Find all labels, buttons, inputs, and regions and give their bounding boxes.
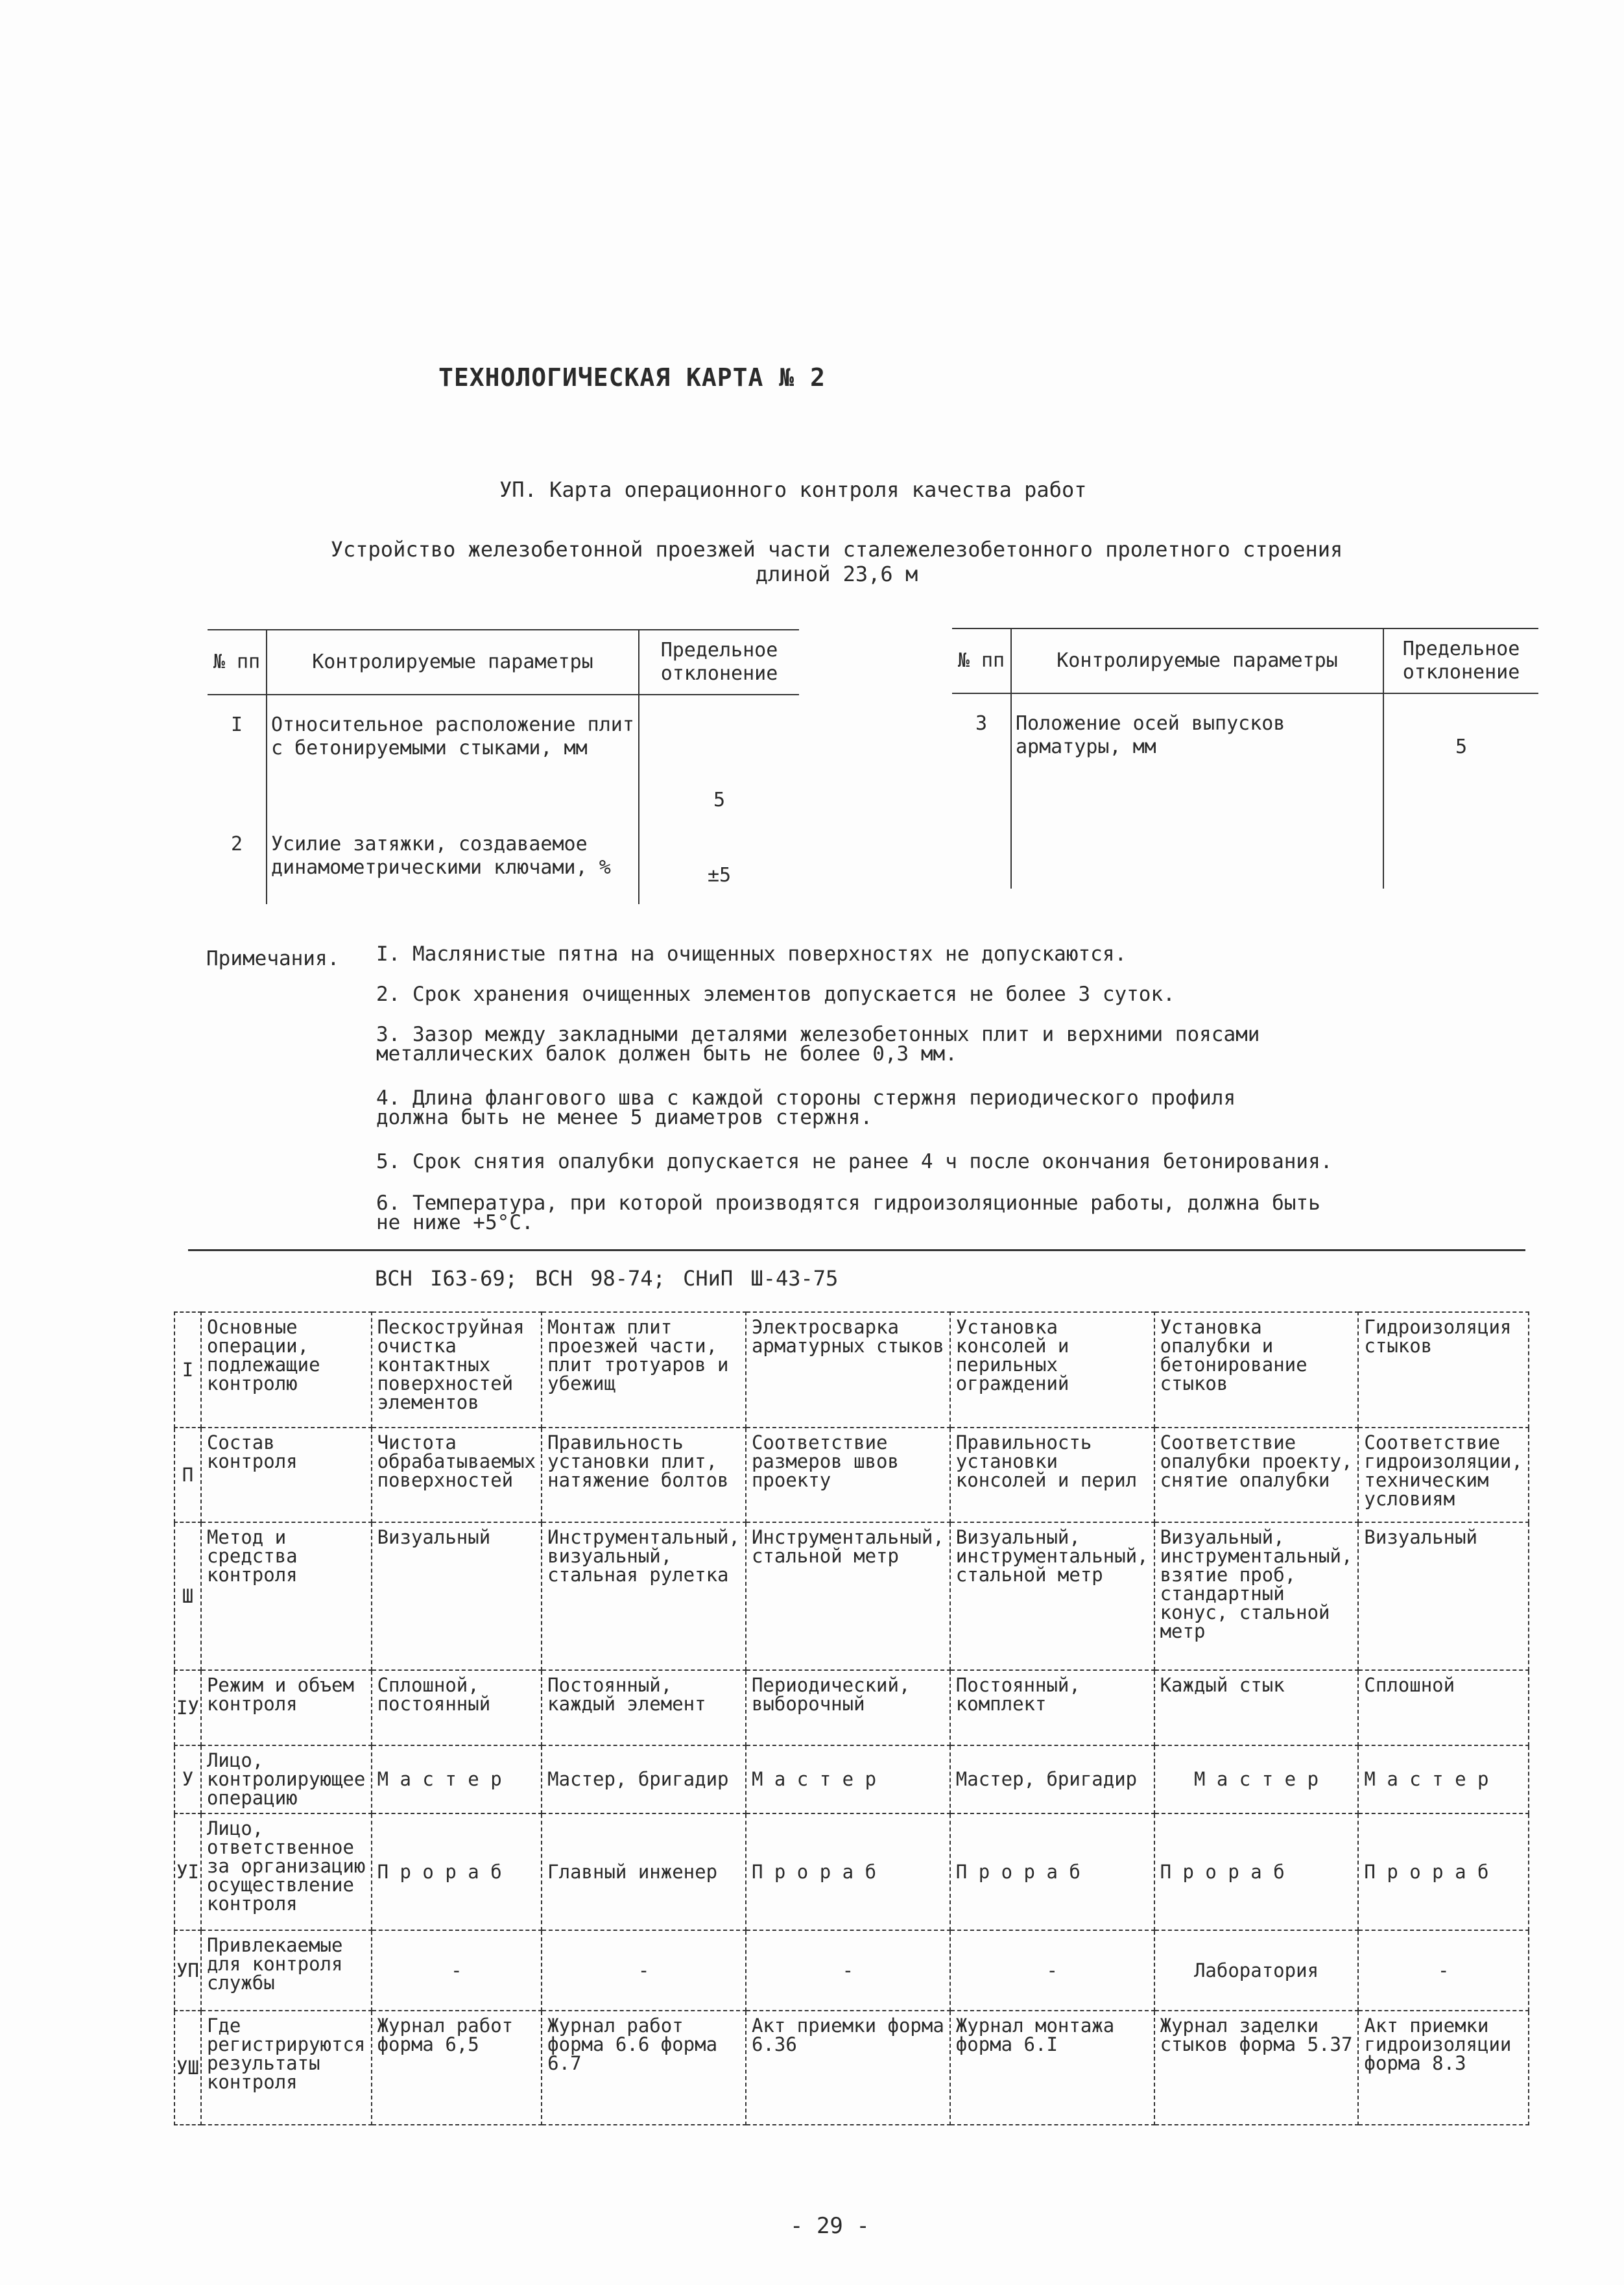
table-cell: Визуальный [1358,1522,1529,1670]
table-cell: Гидроизоляция стыков [1358,1312,1529,1428]
table-cell: Журнал монтажа форма 6.I [950,2011,1154,2125]
table-row [208,817,799,904]
note-item: I. Маслянистые пятна на очищенных поверхностях не допускаются. [376,942,1127,966]
row-param: Усилие затяжки, создаваемое динамометрическими ключами, % [267,817,639,904]
row-label: Метод и средства контроля [201,1522,372,1670]
table-cell: Электросварка арматурных стыков [746,1312,950,1428]
table-cell: Установка консолей и перильных ограждений [950,1312,1154,1428]
table-cell: - [950,1930,1154,2011]
table-cell: П р о р а б [372,1813,542,1930]
table-cell: Периодический, выборочный [746,1670,950,1745]
table-cell: Соответствие гидроизоляции, техническим условиям [1358,1428,1529,1522]
table-row [174,1813,1529,1930]
table-cell: - [746,1930,950,2011]
row-label: Режим и объем контроля [201,1670,372,1745]
parameters-table-right [952,628,1538,889]
col-dev-header: Предельное отклонение [1383,628,1538,693]
notes-label: Примечания. [206,947,340,970]
table-cell: Главный инженер [542,1813,746,1930]
table-row [174,1312,1529,1428]
table-cell: М а с т е р [1154,1745,1359,1813]
divider [188,1249,1525,1251]
note-item: 4. Длина флангового шва с каждой стороны стержня периодического профиля должна быть не менее 5 диаметров стержня. [376,1086,1236,1129]
table-cell: Чистота обрабатываемых поверхностей [372,1428,542,1522]
table-row [174,1930,1529,2011]
table-cell: Визуальный, инструментальный, взятие проб, стандартный конус, стальной метр [1154,1522,1359,1670]
table-cell: Сплошной, постоянный [372,1670,542,1745]
table-cell: - [542,1930,746,2011]
table-cell: - [372,1930,542,2011]
row-num: I [230,713,243,736]
page-number: - 29 - [790,2213,870,2239]
row-num: I [174,1312,201,1428]
row-num: Ш [174,1522,201,1670]
normative-references: ВСН I63-69; ВСН 98-74; СНиП Ш-43-75 [375,1266,839,1291]
row-label: Привлекаемые для контроля службы [201,1930,372,2011]
note-item: 3. Зазор между закладными деталями железобетонных плит и верхними поясами металлических балок должен быть не более 0,3 мм. [376,1023,1260,1066]
row-dev: 5 [639,695,799,817]
table-row [208,695,799,817]
table-row [174,2011,1529,2125]
table-cell: П р о р а б [1154,1813,1359,1930]
table-row [952,693,1538,889]
table-cell: Сплошной [1358,1670,1529,1745]
row-label: Основные операции, подлежащие контролю [201,1312,372,1428]
row-label: Где регистрируются результаты контроля [201,2011,372,2125]
row-num: IУ [174,1670,201,1745]
row-num: УI [174,1813,201,1930]
col-num-header: № пп [952,628,1011,693]
note-item: 5. Срок снятия опалубки допускается не ранее 4 ч после окончания бетонирования. [376,1150,1333,1173]
table-cell: П р о р а б [746,1813,950,1930]
parameters-table-left [208,629,799,904]
row-param: Положение осей выпусков арматуры, мм [1011,693,1383,889]
table-cell: Мастер, бригадир [950,1745,1154,1813]
section-heading: УП. Карта операционного контроля качества работ [499,477,1087,502]
table-cell: Мастер, бригадир [542,1745,746,1813]
control-card-table [174,1311,1529,2125]
row-label: Лицо, ответственное за организацию осуществление контроля [201,1813,372,1930]
row-num: УШ [174,2011,201,2125]
row-param: Относительное расположение плит с бетонируемыми стыками, мм [267,695,639,817]
table-cell: Визуальный, инструментальный, стальной метр [950,1522,1154,1670]
table-cell: Акт приемки гидроизоляции форма 8.3 [1358,2011,1529,2125]
table-cell: Инструментальный, визуальный, стальная рулетка [542,1522,746,1670]
page-title: ТЕХНОЛОГИЧЕСКАЯ КАРТА № 2 [438,363,826,392]
table-cell: Соответствие опалубки проекту, снятие опалубки [1154,1428,1359,1522]
table-cell: Журнал работ форма 6,5 [372,2011,542,2125]
table-cell: Правильность установки консолей и перил [950,1428,1154,1522]
row-label: Лицо, контролирующее операцию [201,1745,372,1813]
col-dev-header: Предельное отклонение [639,630,799,695]
row-label: Состав контроля [201,1428,372,1522]
table-cell: Журнал заделки стыков форма 5.37 [1154,2011,1359,2125]
table-cell: Установка опалубки и бетонирование стыков [1154,1312,1359,1428]
table-cell: Постоянный, каждый элемент [542,1670,746,1745]
row-num: УП [174,1930,201,2011]
table-row [174,1670,1529,1745]
row-num: П [174,1428,201,1522]
table-cell: М а с т е р [1358,1745,1529,1813]
table-cell: Журнал работ форма 6.6 форма 6.7 [542,2011,746,2125]
table-cell: Пескоструйная очистка контактных поверхностей элементов [372,1312,542,1428]
table-cell: Лаборатория [1154,1930,1359,2011]
row-dev: 5 [1383,693,1538,889]
table-cell: М а с т е р [746,1745,950,1813]
table-cell: П р о р а б [950,1813,1154,1930]
table-row [174,1522,1529,1670]
table-cell: Визуальный [372,1522,542,1670]
table-cell: Монтаж плит проезжей части, плит тротуаров и убежищ [542,1312,746,1428]
note-item: 6. Температура, при которой производятся гидроизоляционные работы, должна быть не ниже +5°С. [376,1191,1320,1234]
table-cell: Соответствие размеров швов проекту [746,1428,950,1522]
object-line-1: Устройство железобетонной проезжей части сталежелезобетонного пролетного строения [330,537,1343,562]
table-row [174,1745,1529,1813]
row-dev: ±5 [639,817,799,904]
col-param-header: Контролируемые параметры [1011,628,1383,693]
row-num: 3 [975,712,988,735]
col-param-header: Контролируемые параметры [267,630,639,695]
table-cell: Правильность установки плит, натяжение болтов [542,1428,746,1522]
row-num: У [174,1745,201,1813]
row-num: 2 [230,833,243,855]
table-cell: Каждый стык [1154,1670,1359,1745]
object-description [285,537,1388,586]
table-cell: М а с т е р [372,1745,542,1813]
table-cell: Акт приемки форма 6.36 [746,2011,950,2125]
table-cell: - [1358,1930,1529,2011]
table-cell: П р о р а б [1358,1813,1529,1930]
col-num-header: № пп [208,630,267,695]
note-item: 2. Срок хранения очищенных элементов допускается не более 3 суток. [376,983,1175,1006]
table-cell: Постоянный, комплект [950,1670,1154,1745]
object-line-2: длиной 23,6 м [755,562,918,586]
table-row [174,1428,1529,1522]
table-cell: Инструментальный, стальной метр [746,1522,950,1670]
